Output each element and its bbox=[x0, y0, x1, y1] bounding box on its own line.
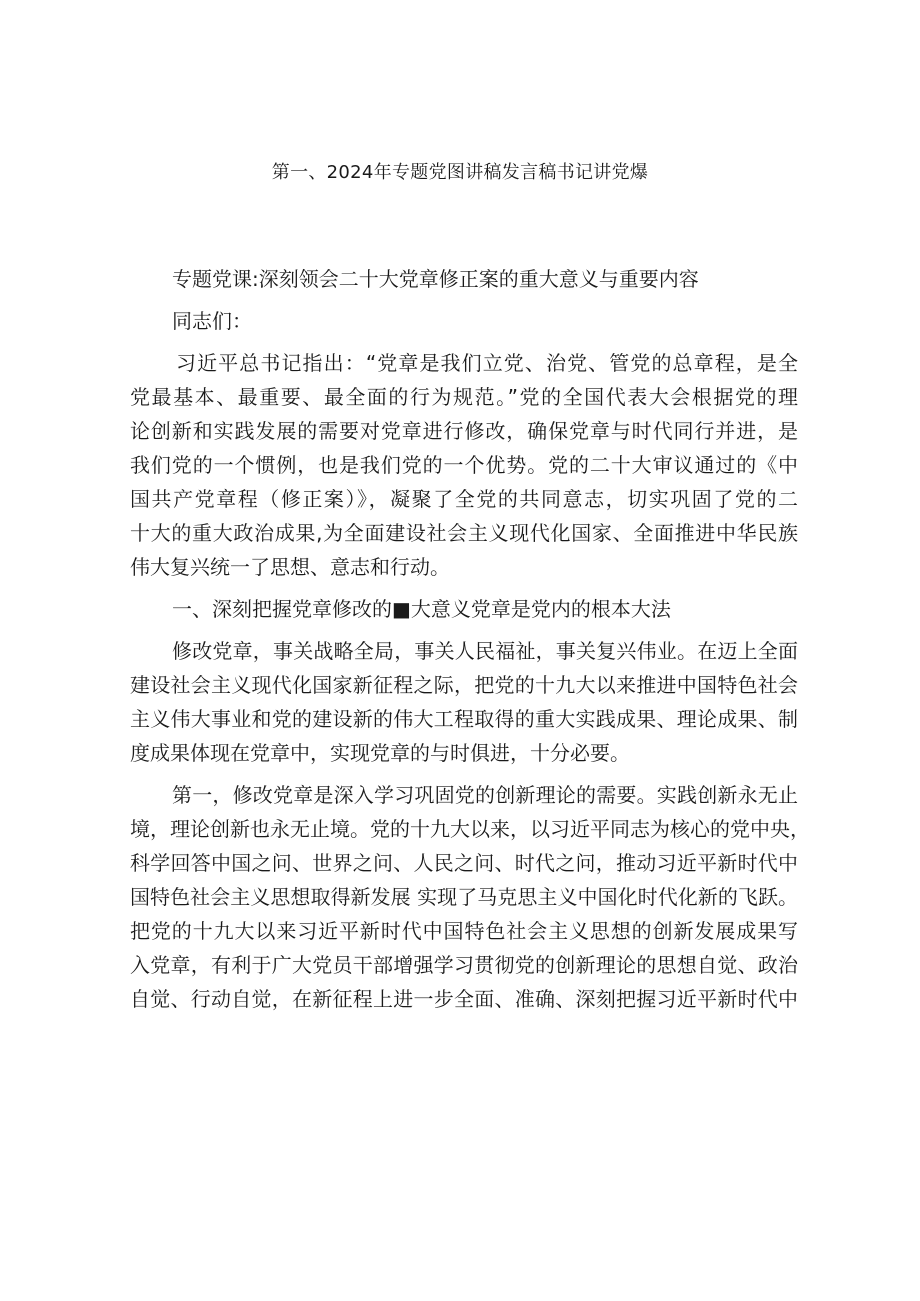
paragraph-line: 建设社会主义现代化国家新征程之际，把党的十九大以来推进中国特色社会 bbox=[130, 673, 798, 697]
paragraph-line: 习近平总书记指出：“党章是我们立党、治党、管党的总章程，是全 bbox=[176, 351, 798, 375]
paragraph-1 bbox=[130, 346, 798, 584]
paragraph-line: 论创新和实践发展的需要对党章进行修改，确保党章与时代同行并进，是 bbox=[130, 419, 798, 443]
document-body bbox=[130, 262, 810, 1016]
paragraph-3 bbox=[130, 778, 810, 1016]
section-heading: 一、深刻把握党章修改的■大意义党章是党内的根本大法 bbox=[172, 597, 671, 621]
document-title: 第一、2024年专题党图讲稿发言稿书记讲党爆 bbox=[271, 162, 649, 183]
paragraph-line: 第一，修改党章是深入学习巩固党的创新理论的需要。实践创新永无止 bbox=[172, 783, 798, 807]
paragraph-line: 入党章，有利于广大党员干部增强学习贯彻党的创新理论的思想自觉、政治 bbox=[130, 953, 798, 977]
paragraph-line: 修改党章，事关战略全局，事关人民福祉，事关复兴伟业。在迈上全面 bbox=[172, 639, 798, 663]
paragraph-line: 我们党的一个惯例，也是我们党的一个优势。党的二十大审议通过的《中 bbox=[130, 453, 798, 477]
paragraph-line: 把党的十九大以来习近平新时代中国特色社会主义思想的创新发展成果写 bbox=[130, 919, 798, 943]
document-subtitle: 专题党课:深刻领会二十大党章修正案的重大意义与重要内容 bbox=[172, 267, 699, 291]
paragraph-2 bbox=[130, 634, 798, 770]
paragraph-line: 党最基本、最重要、最全面的行为规范。”党的全国代表大会根据党的理 bbox=[130, 385, 798, 409]
paragraph-line: 境，理论创新也永无止境。党的十九大以来，以习近平同志为核心的党中央， bbox=[130, 817, 810, 841]
paragraph-line: 国共产党章程（修正案）》，凝聚了全党的共同意志，切实巩固了党的二 bbox=[130, 487, 798, 511]
paragraph-line: 十大的重大政治成果,为全面建设社会主义现代化国家、全面推进中华民族 bbox=[130, 521, 798, 545]
salutation: 同志们： bbox=[172, 309, 252, 333]
paragraph-line: 伟大复兴统一了思想、意志和行动。 bbox=[130, 555, 450, 579]
paragraph-line: 主义伟大事业和党的建设新的伟大工程取得的重大实践成果、理论成果、制 bbox=[130, 707, 798, 731]
paragraph-line: 国特色社会主义思想取得新发展 实现了马克思主义中国化时代化新的飞跃。 bbox=[130, 885, 798, 909]
paragraph-line: 科学回答中国之问、世界之问、人民之问、时代之问，推动习近平新时代中 bbox=[130, 851, 798, 875]
paragraph-line: 度成果体现在党章中，实现党章的与时俱进，十分必要。 bbox=[130, 741, 630, 765]
paragraph-line: 自觉、行动自觉，在新征程上进一步全面、准确、深刻把握习近平新时代中 bbox=[130, 987, 798, 1011]
